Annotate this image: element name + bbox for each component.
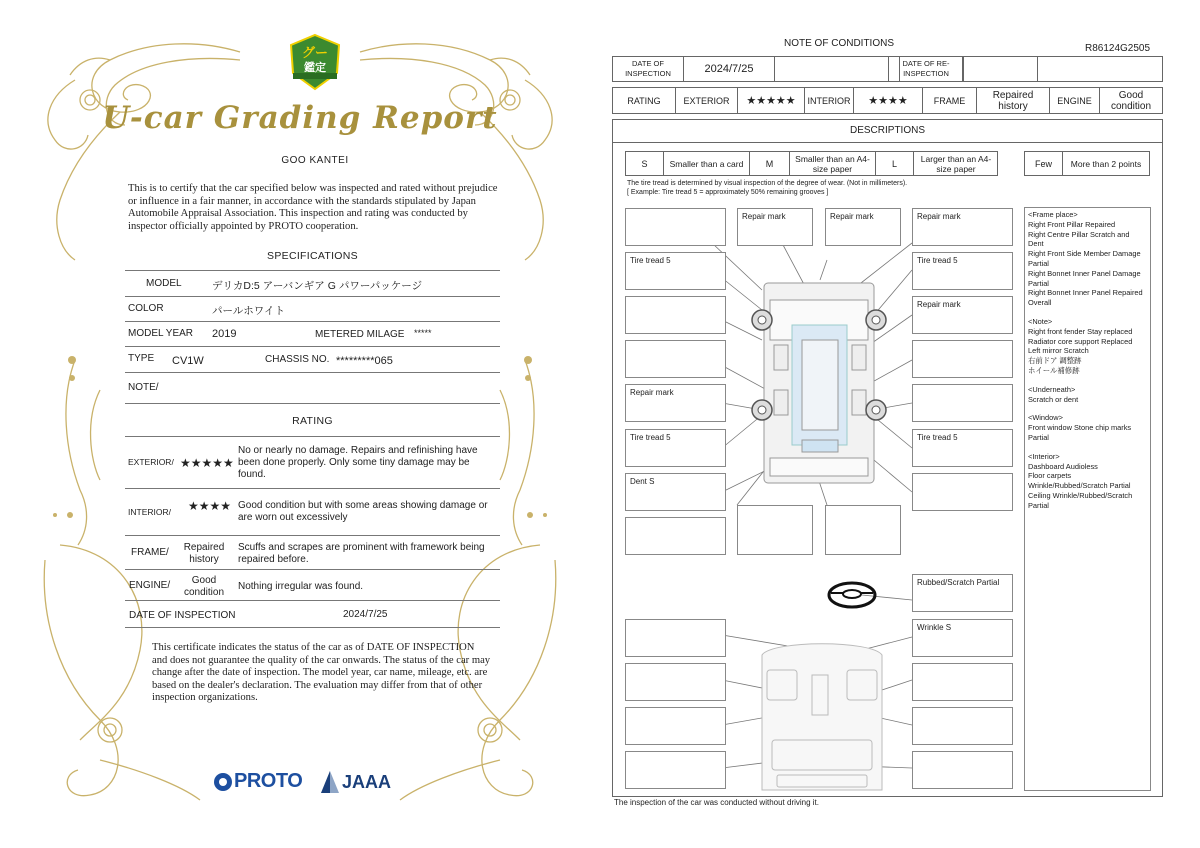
mark-box [625,296,726,334]
exterior-desc: No or nearly no damage. Repairs and refinishing have been done properly. Only some tiny damage may be found. [238,445,478,480]
mark-box [912,429,1013,467]
rating-label: RATING [613,88,676,113]
color-label: COLOR [128,303,164,314]
mark-label: Tire tread 5 [917,433,958,442]
exterior-stars: ★★★★★ [180,456,234,470]
mileage-label: METERED MILAGE [315,329,405,340]
divider [125,569,500,570]
steering-wheel-icon [829,583,875,607]
remark-line: Right Bonnet Inner Panel Repaired Overall [1028,288,1143,308]
remark-line: <Note> [1028,316,1053,326]
mark-box [912,296,1013,334]
mark-box [825,208,901,246]
date-reinspection-label: DATE OF RE-INSPECTION [890,57,963,81]
date-inspection-value: 2024/7/25 [343,609,388,620]
remark-line: Ceiling Wrinkle/Rubbed/Scratch Partial [1028,490,1133,510]
engine-desc: Nothing irregular was found. [238,581,364,592]
mark-label: Dent S [630,477,655,486]
jaaa-logo-icon [320,770,340,794]
tire-note: The tire tread is determined by visual inspection of the degree of wear. (Not in millimeters). [627,180,908,187]
engine-label: ENGINE [1050,88,1100,113]
proto-logo-icon [212,771,234,793]
date-row [612,56,1163,82]
date-inspection-label: DATE OF INSPECTION [129,610,236,621]
descriptions-heading: DESCRIPTIONS [612,119,1163,143]
report-number: R86124G2505 [1085,43,1151,54]
certify-text: This is to certify that the car specified below was inspected and rated without prejudice or influence in a fair manner, in accordance with the standards stipulated by Japan Automobile Appraisal Association. This inspection and rating was conducted by inspector officially appointed by PROTO cooperation. [128,183,498,232]
frame-label: FRAME [923,88,977,113]
divider [125,600,500,601]
mark-box [912,619,1013,657]
divider [125,346,500,347]
remark-line: Right Front Side Member Damage Partial [1028,249,1141,268]
remark-line: <Interior> [1028,451,1060,461]
remarks-panel [1024,207,1151,791]
mark-box [912,384,1013,422]
remark-line: Floor carpets Wrinkle/Rubbed/Scratch Partial [1028,471,1131,491]
remark-line: Front window Stone chip marks Partial [1028,423,1132,442]
mark-label: Repair mark [630,388,674,397]
few-legend [1024,151,1150,176]
report-subtitle: GOO KANTEI [281,155,349,166]
mark-box [625,473,726,511]
mark-label: Repair mark [917,212,961,221]
mark-label: Tire tread 5 [630,256,671,265]
remark-gap [1028,404,1147,413]
mark-label: Tire tread 5 [917,256,958,265]
mark-box [625,252,726,290]
mark-label: Tire tread 5 [630,433,671,442]
remark-line: Right Centre Pillar Scratch and Dent [1028,229,1130,249]
specifications-heading: SPECIFICATIONS [267,250,358,262]
mark-box [625,707,726,745]
legend-few: Few [1025,152,1063,175]
remark-line: Right Bonnet Inner Panel Damage Partial [1028,268,1141,288]
interior-desc: Good condition but with some areas showing damage or are worn out excessively [238,500,488,523]
interior-label: INTERIOR [805,88,854,113]
rating-row [612,87,1163,114]
goo-kantei-badge-icon [287,33,343,91]
remark-line: Right front fender Stay replaced [1028,326,1133,336]
footer-note: The inspection of the car was conducted without driving it. [614,798,819,807]
exterior-label: EXTERIOR/ [128,457,174,467]
mark-box [912,574,1013,612]
mark-box [625,517,726,555]
mark-box [625,429,726,467]
proto-logo-text: PROTO [234,770,303,792]
mark-box [912,707,1013,745]
note-label: NOTE/ [128,382,159,393]
divider [125,296,500,297]
mark-box [912,340,1013,378]
exterior-stars: ★★★★★ [738,88,805,113]
mark-box [625,751,726,789]
tire-example: [ Example: Tire tread 5 = approximately 50% remaining grooves ] [627,189,829,196]
divider [125,403,500,404]
model-year-value: 2019 [212,328,237,340]
size-legend [625,151,998,176]
report-title: U-car Grading Report [102,100,498,136]
legend-m-desc: Smaller than an A4-size paper [790,152,876,175]
date-inspection-value: 2024/7/25 [684,57,775,81]
mark-box [625,340,726,378]
date-reinspection-value [963,57,1038,81]
footer-text: This certificate indicates the status of the car as of DATE OF INSPECTION and does not guarantee the quality of the car onwards. The status of the car may change after the date of inspection. The model year, car name, mileage, etc. are based on the dealer's declaration. The evaluation may differ from that of other inspection organizations. [152,642,491,704]
remark-gap [1028,376,1147,385]
remark-line: <Window> [1028,413,1063,423]
engine-label: ENGINE/ [129,580,171,591]
mark-box [825,505,901,555]
mark-box [625,384,726,422]
mark-label: Repair mark [742,212,786,221]
remark-gap [1028,443,1147,452]
rating-heading: RATING [292,415,333,427]
divider [125,488,500,489]
engine-value: Good condition [183,575,225,598]
legend-l: L [876,152,914,175]
jaaa-logo-text: JAAA [342,772,392,792]
mark-box [625,208,726,246]
mark-box [912,208,1013,246]
engine-value: Good condition [1110,89,1152,112]
divider [125,627,500,628]
type-label: TYPE [128,353,155,364]
remark-line: <Frame place> [1028,210,1078,219]
model-year-label: MODEL YEAR [128,328,194,339]
mark-box [912,751,1013,789]
model-value: デリカD:5 アーバンギア G パワーパッケージ [212,280,423,292]
mark-box [625,663,726,701]
noc-title: NOTE OF CONDITIONS [784,38,894,49]
chassis-value: *********065 [336,355,393,367]
mark-box [912,252,1013,290]
type-value: CV1W [172,355,204,367]
date-inspection-label: DATE OF INSPECTION [613,57,684,81]
legend-s: S [626,152,664,175]
remark-line: Radiator core support Replaced [1028,336,1133,346]
divider [125,372,500,373]
color-value: パールホワイト [212,305,285,317]
frame-value: Repaired history [977,88,1050,113]
legend-m: M [750,152,790,175]
remark-line: Left mirror Scratch [1028,346,1089,356]
divider [125,436,500,437]
interior-stars: ★★★★ [854,88,923,113]
mark-box [912,663,1013,701]
chassis-label: CHASSIS NO. [265,354,330,365]
divider [125,535,500,536]
divider [125,321,500,322]
exterior-label: EXTERIOR [676,88,738,113]
remark-line: <Underneath> [1028,384,1076,394]
mark-box [737,208,813,246]
frame-desc: Scuffs and scrapes are prominent with framework being repaired before. [238,542,485,565]
frame-value: Repaired history [183,542,225,565]
badge-line1: グー [301,46,329,61]
legend-l-desc: Larger than an A4-size paper [920,153,992,174]
mileage-value: ***** [414,328,432,338]
legend-s-desc: Smaller than a card [664,152,750,175]
divider [125,270,500,271]
mark-label: Repair mark [830,212,874,221]
mark-label: Wrinkle S [917,623,952,632]
mark-label: Rubbed/Scratch Partial [917,578,1000,587]
remark-line: 右前ドア 調整跡 [1028,356,1082,366]
empty-cell [1038,57,1162,81]
badge-line2: 鑑定 [304,61,326,74]
model-label: MODEL [146,278,182,289]
remark-line: Dashboard Audioless [1028,461,1098,471]
remark-line: Scratch or dent [1028,394,1079,404]
mark-box [625,619,726,657]
legend-few-desc: More than 2 points [1070,158,1142,169]
mark-label: Repair mark [917,300,961,309]
interior-label: INTERIOR/ [128,507,171,517]
mark-box [912,473,1013,511]
empty-cell [775,57,900,81]
remark-line: ホイール補修跡 [1028,365,1080,375]
mark-box [737,505,813,555]
remark-gap [1028,308,1147,317]
frame-label: FRAME/ [131,547,169,558]
remark-line: Right Front Pillar Repaired [1028,219,1116,229]
interior-stars: ★★★★ [188,499,232,513]
